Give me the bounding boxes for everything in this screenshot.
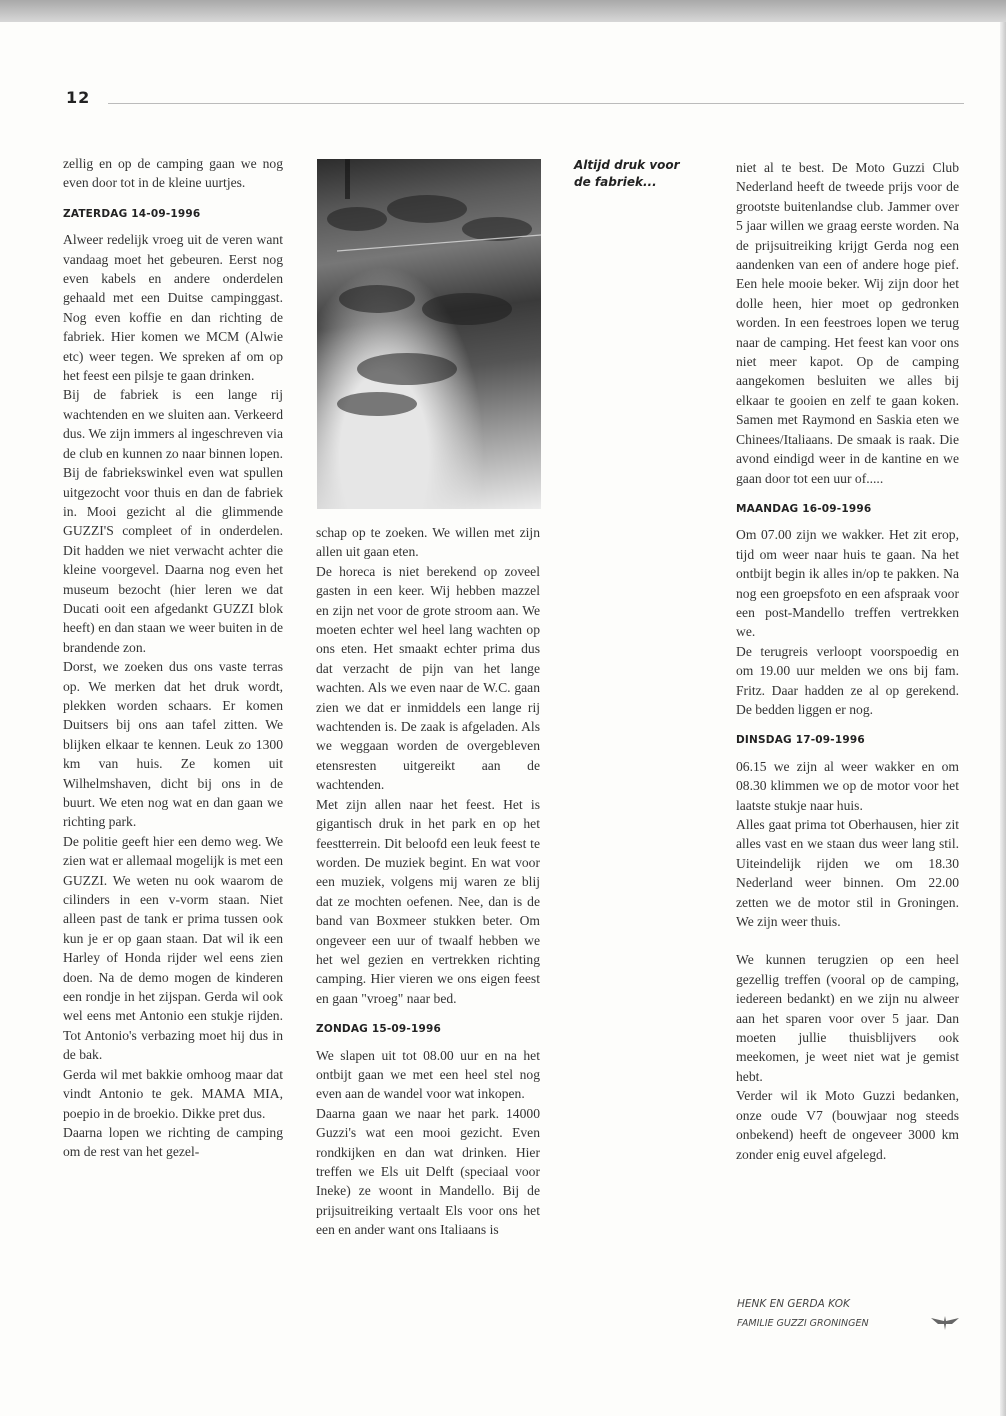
scan-right-edge <box>1000 22 1006 1416</box>
paragraph: Verder wil ik Moto Guzzi bedanken, onze oude V7 (bouwjaar nog steeds onbekend) heeft de ongeveer 3000 km zonder enig euvel afgelegd. <box>736 1088 959 1162</box>
paragraph-gap <box>736 931 959 950</box>
section-heading: ZATERDAG 14-09-1996 <box>63 207 201 220</box>
paragraph: niet al te best. De Moto Guzzi Club Nederland heeft de tweede prijs voor de grootste buitenlandse club. Jammer over 5 jaar willen we graag eerste worden. Na de prijsuitreiking krijgt Gerda nog een aandenken van een of andere hoge pief. Een hele mooie beker. Wij zijn door het dolle heen, hier moet op gedronken worden. In een feestroes lopen we terug naar de camping. Het feest kan voor ons niet meer kapot. Op de camping aangekomen besluiten we alles bij elkaar te gooien en zelf te gaan koken. Samen met Raymond en Saskia eten we Chinees/Italiaans. De smaak is raak. Die avond eindigd weer in de kantine en we gaan door tot een uur of..... <box>736 160 959 486</box>
author-club: FAMILIE GUZZI GRONINGEN <box>737 1318 869 1329</box>
header-rule <box>108 103 964 104</box>
author-names: HENK EN GERDA KOK <box>737 1298 850 1310</box>
column-middle <box>316 523 540 1240</box>
moto-guzzi-eagle-icon <box>930 1314 960 1337</box>
paragraph: Alweer redelijk vroeg uit de veren want vandaag moet het gebeuren. Eerst nog even kabels en andere onderdelen gehaald met een Duitse campinggast. Nog even koffie en dan richting de fabriek. Hier komen we MCM (Alwie etc) weer tegen. We spreken af om op het feest een pilsje te gaan drinken. <box>63 232 283 384</box>
paragraph: Om 07.00 zijn we wakker. Het zit erop, tijd om weer naar huis te gaan. Na het ontbijt begin ik alles in/op te pakken. Na nog een groepsfoto en een afspraak voor een post-Mandello treffen vertrekken we. <box>736 527 959 640</box>
paragraph: zellig en op de camping gaan we nog even door tot in de kleine uurtjes. <box>63 156 283 191</box>
paragraph: Gerda wil met bakkie omhoog maar dat vindt Antonio te gek. MAMA MIA, poepio in de broekio. Dikke pret dus. <box>63 1066 283 1121</box>
scan-top-band <box>0 0 1006 22</box>
section-heading: ZONDAG 15-09-1996 <box>316 1023 442 1036</box>
section-heading: MAANDAG 16-09-1996 <box>736 502 872 515</box>
photo-factory-crowd <box>317 159 541 509</box>
paragraph: schap op te zoeken. We willen met zijn allen uit gaan eten. <box>316 525 540 560</box>
page-number: 12 <box>66 88 91 107</box>
column-left <box>63 154 283 1162</box>
paragraph: Dorst, we zoeken dus ons vaste terras op. We merken dat het druk wordt, plekken worden schaars. Er komen Duitsers bij ons aan tafel zitten. We blijken elkaar te kennen. Leuk zo 1300 km van huis. Ze komen uit Wilhelmshaven, dicht bij ons in de buurt. We eten nog wat en dan gaan we richting park. <box>63 659 283 830</box>
paragraph: De terugreis verloopt voorspoedig en om 19.00 uur melden we ons bij fam. Fritz. Daar hadden ze al op gerekend. De bedden liggen er nog. <box>736 643 959 717</box>
paragraph: De politie geeft hier een demo weg. We zien wat er allemaal mogelijk is met een GUZZI. We weten nu ook waarom de cilinders in een v-vorm staan. Niet alleen past de tank er prima tussen ook kun je er op gaan staan. Dat wil ik een Harley of Honda rijder wel eens zien doen. Na de demo mogen de kinderen een rondje in het zijspan. Gerda wil ook wel eens met Antonio een stukje rijden. Tot Antonio's verbazing moet hij dus in de bak. <box>63 833 283 1063</box>
section-heading: DINSDAG 17-09-1996 <box>736 734 865 747</box>
paragraph: Alles gaat prima tot Oberhausen, hier zit alles vast en we staan dus weer lang stil. Uiteindelijk rijden we om 18.30 Nederland weer binnen. Om 22.00 zetten we de motor stil in Groningen. We zijn weer thuis. <box>736 817 959 930</box>
paragraph: Daarna lopen we richting de camping om de rest van het gezel- <box>63 1124 283 1160</box>
photo-caption: Altijd druk voor de fabriek... <box>574 158 680 189</box>
paragraph: De horeca is niet berekend op zoveel gasten in een keer. Wij hebben mazzel en zijn net voor de grote stroom aan. We moeten echter wel heel lang wachten op ons eten. Het smaakt echter prima dus dat verzacht de pijn van het lange wachten. Als we even naar de W.C. gaan zien we dat er inmiddels een lange rij wachtenden is. De zaak is afgeladen. Als we weggaan worden de overgebleven etensresten uitgereikt aan de wachtenden. <box>316 563 540 793</box>
column-right <box>736 158 959 1164</box>
paragraph: 06.15 we zijn al weer wakker en om 08.30 klimmen we op de motor voor het laatste stukje naar huis. <box>736 758 959 813</box>
paragraph: Daarna gaan we naar het park. 14000 Guzzi's wat een mooi gezicht. Even rondkijken en dan wat drinken. Hier treffen we Els uit Delft (speciaal voor Ineke) ze woont in Mandello. Bij de prijsuitreiking vertaalt Els voor ons het een en ander want ons Italiaans is <box>316 1105 540 1238</box>
paragraph: Met zijn allen naar het feest. Het is gigantisch druk in het park en op het feestterrein. Dit beloofd een leuk feest te worden. De muziek begint. En wat voor een muziek, volgens mij waren ze blij dat ze mochten oefenen. Nee, dan is de band van Boxmeer stukken beter. Om ongeveer een uur of twaalf hebben we het wel gezien en vertrekken richting camping. Hier vieren we ons eigen feest en gaan "vroeg" naar bed. <box>316 796 540 1006</box>
photo-texture <box>317 159 541 509</box>
paragraph: Bij de fabriek is een lange rij wachtenden en we sluiten aan. Verkeerd dus. We zijn immers al ingeschreven via de club en kunnen zo naar binnen lopen. Bij de fabriekswinkel even wat spullen uitgezocht voor thuis en dan de fabriek in. Mooi gezicht al die glimmende GUZZI'S compleet of in onderdelen. Dit hadden we niet verwacht achter die kleine voorgevel. Daarna nog even het museum bezocht (hier leren we dat Ducati ooit een afgedankt GUZZI blok heeft) en dan staan we weer buiten in de brandende zon. <box>63 387 283 655</box>
paragraph: We slapen uit tot 08.00 uur en na het ontbijt gaan we met een heel stel nog even aan de wandel voor wat inkopen. <box>316 1047 540 1102</box>
paragraph: We kunnen terugzien op een heel gezellig treffen (vooral op de camping, iedereen bedankt) en we zijn nu alweer aan het sparen voor over 5 jaar. Dan moeten jullie thuisblijvers ook meekomen, je weet niet wat je gemist hebt. <box>736 952 959 1084</box>
